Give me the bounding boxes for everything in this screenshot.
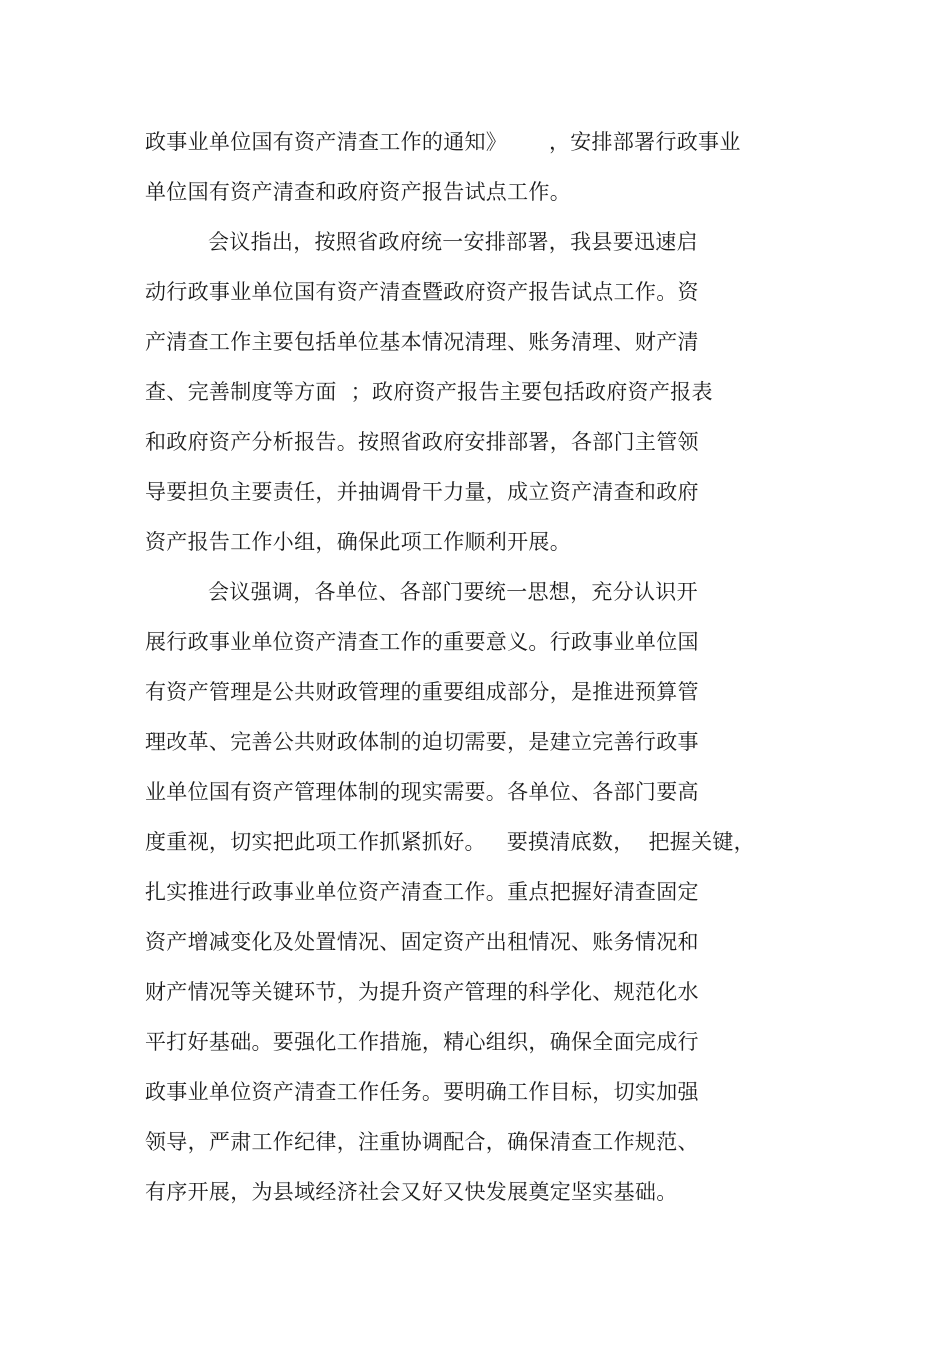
paragraph-line: 单位国有资产清查和政府资产报告试点工作。: [145, 180, 571, 204]
paragraph-line: 政事业单位国有资产清查工作的通知》 ，安排部署行政事业: [145, 130, 741, 154]
paragraph-line: 展行政事业单位资产清查工作的重要意义。行政事业单位国: [145, 630, 699, 654]
paragraph-line: 会议强调，各单位、各部门要统一思想，充分认识开: [208, 580, 698, 604]
paragraph-line: 产清查工作主要包括单位基本情况清理、账务清理、财产清: [145, 330, 699, 354]
paragraph-line: 会议指出，按照省政府统一安排部署，我县要迅速启: [208, 230, 698, 254]
paragraph-line: 扎实推进行政事业单位资产清查工作。重点把握好清查固定: [145, 880, 699, 904]
paragraph-line: 导要担负主要责任，并抽调骨干力量，成立资产清查和政府: [145, 480, 699, 504]
paragraph-line: 资产增减变化及处置情况、固定资产出租情况、账务情况和: [145, 930, 699, 954]
paragraph-line: 查、完善制度等方面 ；政府资产报告主要包括政府资产报表: [145, 380, 713, 404]
paragraph-line: 理改革、完善公共财政体制的迫切需要，是建立完善行政事: [145, 730, 699, 754]
paragraph-line: 和政府资产分析报告。按照省政府安排部署，各部门主管领: [145, 430, 699, 454]
paragraph-line: 领导，严肃工作纪律，注重协调配合，确保清查工作规范、: [145, 1130, 699, 1154]
paragraph-line: 业单位国有资产管理体制的现实需要。各单位、各部门要高: [145, 780, 699, 804]
paragraph-line: 资产报告工作小组，确保此项工作顺利开展。: [145, 530, 571, 554]
paragraph-line: 度重视，切实把此项工作抓紧抓好。 要摸清底数， 把握关键，: [145, 830, 755, 854]
paragraph-line: 动行政事业单位国有资产清查暨政府资产报告试点工作。资: [145, 280, 699, 304]
paragraph-line: 有资产管理是公共财政管理的重要组成部分，是推进预算管: [145, 680, 699, 704]
paragraph-line: 平打好基础。要强化工作措施，精心组织，确保全面完成行: [145, 1030, 699, 1054]
paragraph-line: 政事业单位资产清查工作任务。要明确工作目标，切实加强: [145, 1080, 699, 1104]
paragraph-line: 有序开展，为县域经济社会又好又快发展奠定坚实基础。: [145, 1180, 678, 1204]
paragraph-line: 财产情况等关键环节，为提升资产管理的科学化、规范化水: [145, 980, 699, 1004]
